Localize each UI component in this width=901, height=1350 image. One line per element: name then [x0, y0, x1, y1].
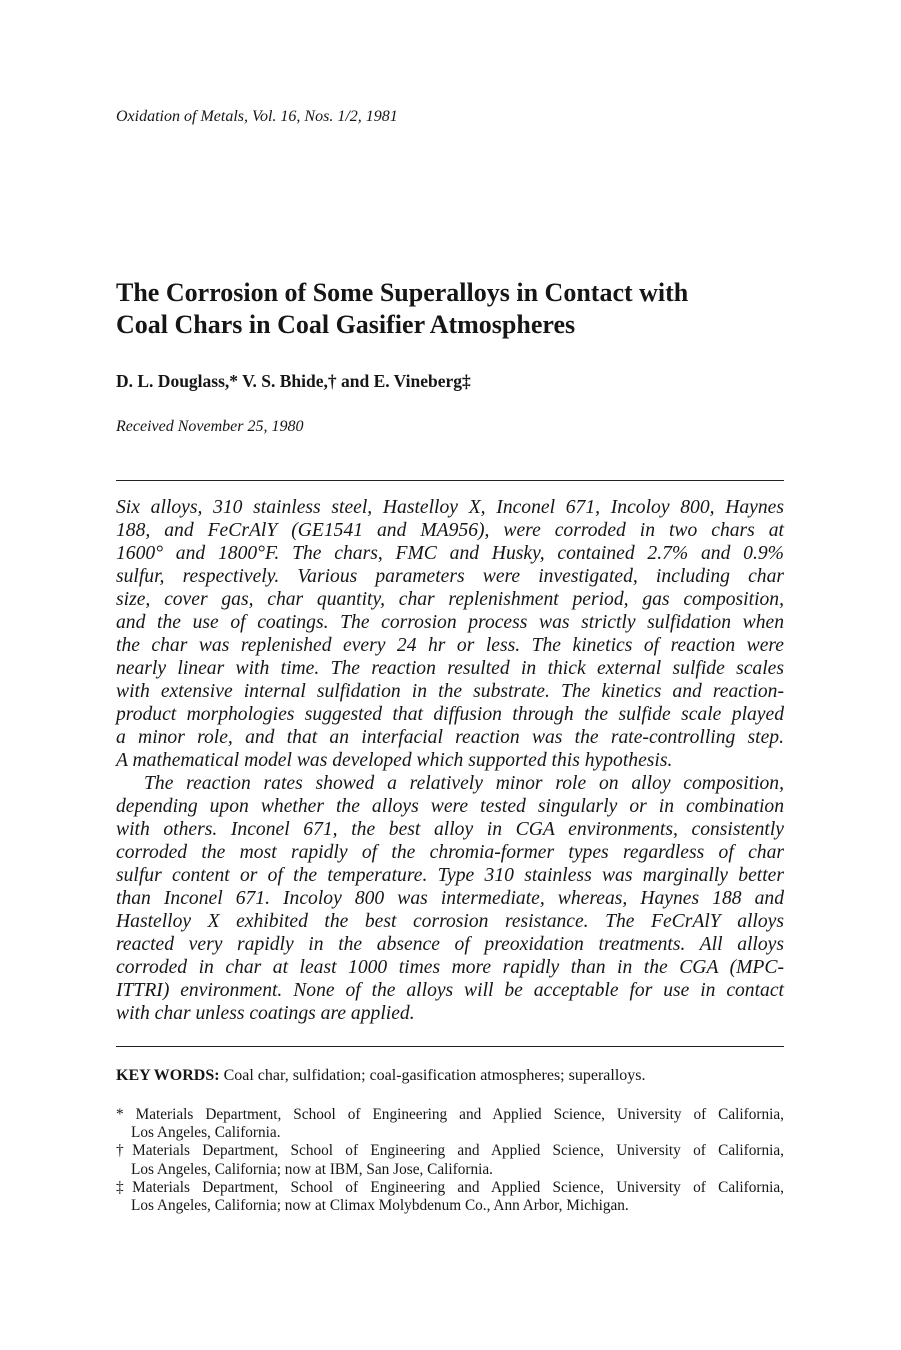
- abstract-line: with char unless coatings are applied.: [116, 1003, 415, 1024]
- footnote-line: Los Angeles, California.: [131, 1124, 281, 1142]
- paper-title: [116, 277, 796, 341]
- key-words-text: Coal char, sulfidation; coal-gasification atmospheres; superalloys.: [219, 1067, 646, 1084]
- abstract-line: sulfur content or of the temperature. Type 310 stainless was marginally better: [116, 865, 784, 886]
- footnote-line: †Materials Department, School of Engineering and Applied Science, University of California,: [116, 1142, 784, 1160]
- abstract-line: size, cover gas, char quantity, char replenishment period, gas composition,: [116, 589, 784, 610]
- author-list: D. L. Douglass,* V. S. Bhide,† and E. Vineberg‡: [116, 371, 471, 391]
- footnote-line: * Materials Department, School of Engineering and Applied Science, University of California,: [116, 1106, 784, 1123]
- journal-citation: Oxidation of Metals, Vol. 16, Nos. 1/2, 1981: [116, 108, 398, 125]
- abstract-line: Six alloys, 310 stainless steel, Hastelloy X, Inconel 671, Incoloy 800, Haynes: [116, 497, 784, 518]
- abstract-line: 188, and FeCrAlY (GE1541 and MA956), were corroded in two chars at: [116, 520, 784, 541]
- paper-title-line-1: The Corrosion of Some Superalloys in Contact with: [116, 278, 689, 307]
- footnote: [116, 1179, 784, 1215]
- footnote: [116, 1142, 784, 1178]
- abstract-line: reacted very rapidly in the absence of preoxidation treatments. All alloys: [116, 934, 784, 955]
- received-date: Received November 25, 1980: [116, 418, 304, 435]
- abstract-line: the char was replenished every 24 hr or less. The kinetics of reaction were: [116, 635, 784, 656]
- author-footnotes: [116, 1106, 784, 1215]
- abstract-line: The reaction rates showed a relatively minor role on alloy composition,: [144, 773, 784, 794]
- abstract-line: than Inconel 671. Incoloy 800 was intermediate, whereas, Haynes 188 and: [116, 888, 784, 909]
- abstract-top-rule: [116, 480, 784, 481]
- abstract-line: sulfur, respectively. Various parameters were investigated, including char: [116, 566, 784, 587]
- footnote-line: Los Angeles, California; now at IBM, San Jose, California.: [131, 1160, 493, 1178]
- key-words: [116, 1067, 645, 1085]
- abstract-line: corroded the most rapidly of the chromia-former types regardless of char: [116, 842, 784, 863]
- abstract-line: and the use of coatings. The corrosion process was strictly sulfidation when: [116, 612, 784, 633]
- abstract-line: A mathematical model was developed which supported this hypothesis.: [116, 750, 673, 771]
- abstract-line: nearly linear with time. The reaction resulted in thick external sulfide scales: [116, 658, 784, 679]
- footnote: [116, 1106, 784, 1142]
- abstract: [116, 496, 784, 1025]
- abstract-bottom-rule: [116, 1046, 784, 1047]
- abstract-line: product morphologies suggested that diffusion through the sulfide scale played: [116, 704, 784, 725]
- footnote-line: Los Angeles, California; now at Climax Molybdenum Co., Ann Arbor, Michigan.: [131, 1197, 629, 1215]
- key-words-label: KEY WORDS:: [116, 1067, 220, 1084]
- paper-title-line-2: Coal Chars in Coal Gasifier Atmospheres: [116, 310, 576, 339]
- abstract-line: with others. Inconel 671, the best alloy in CGA environments, consistently: [116, 819, 784, 840]
- abstract-line: 1600° and 1800°F. The chars, FMC and Husky, contained 2.7% and 0.9%: [116, 543, 784, 564]
- abstract-line: ITTRI) environment. None of the alloys will be acceptable for use in contact: [116, 980, 784, 1001]
- abstract-line: with extensive internal sulfidation in the substrate. The kinetics and reaction-: [116, 681, 784, 702]
- abstract-line: corroded in char at least 1000 times more rapidly than in the CGA (MPC-: [116, 957, 784, 978]
- abstract-line: a minor role, and that an interfacial reaction was the rate-controlling step.: [116, 727, 784, 748]
- footnote-line: ‡Materials Department, School of Engineering and Applied Science, University of California,: [116, 1178, 784, 1196]
- abstract-line: depending upon whether the alloys were tested singularly or in combination: [116, 796, 784, 817]
- abstract-line: Hastelloy X exhibited the best corrosion resistance. The FeCrAlY alloys: [116, 911, 784, 932]
